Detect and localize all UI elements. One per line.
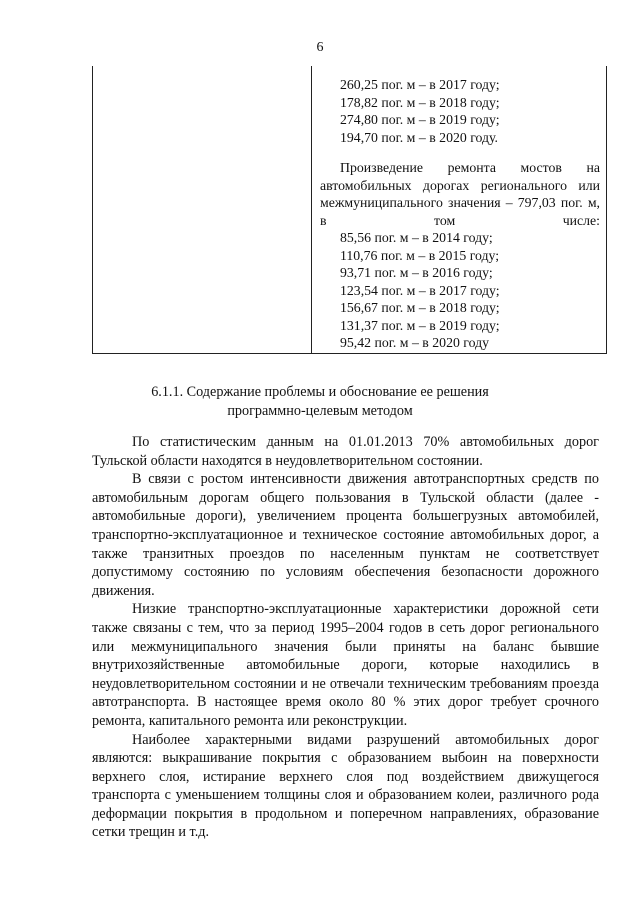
page-number: 6 [316, 40, 324, 55]
list-item: 85,56 пог. м – в 2014 году; [340, 230, 493, 245]
section-heading-line-1: 6.1.1. Содержание проблемы и обоснование ее решения [151, 384, 489, 400]
paragraph: По статистическим данным на 01.01.2013 70% автомобильных дорог Тульской области находятся в неудовлетворительном состоянии. [92, 434, 599, 469]
body-text [92, 433, 599, 842]
paragraph: В связи с ростом интенсивности движения автотранспортных средств по автомобильным дорогам общего пользования в Тульской области (далее - автомобильные дороги), увеличением процента большегрузных автомобилей, транспортно-эксплуатационное и техническое состояние автомобильных дорог, а также транзитных проездов по населенным пунктам не соответствует допустимому состоянию по условиям обеспечения безопасности дорожного движения. [92, 471, 599, 599]
list-item: 131,37 пог. м – в 2019 году; [340, 317, 500, 333]
list-item: 110,76 пог. м – в 2015 году; [340, 247, 500, 263]
data-table [92, 66, 607, 354]
table-cell-right [320, 76, 600, 352]
section-heading-line-2: программно-целевым методом [227, 402, 413, 419]
column-divider [311, 66, 312, 353]
section-heading [90, 383, 550, 420]
list-item: 260,25 пог. м – в 2017 году; [340, 77, 500, 92]
list-item: 274,80 пог. м – в 2019 году; [340, 112, 500, 127]
paragraph: Низкие транспортно-эксплуатационные характеристики дорожной сети также связаны с тем, что за период 1995–2004 годов в сеть дорог регионального или межмуниципального значения были приняты на баланс бывшие внутрихозяйственные автомобильные дороги, которые находились в неудовлетворительном состоянии и не отвечали техническим требованиям проезда автотранспорта. В настоящее время около 80 % этих дорог требует срочного ремонта, капитального ремонта или реконструкции. [92, 601, 599, 729]
list-item: 156,67 пог. м – в 2018 году; [340, 300, 500, 315]
bridges-intro: Произведение ремонта мостов на автомобильных дорогах регионального или межмуниципального значения – 797,03 пог. м, в том числе: [320, 160, 600, 228]
paragraph: Наиболее характерными видами разрушений автомобильных дорог являются: выкрашивание покрытия с образованием выбоин на поверхности верхнего слоя, истирание верхнего слоя под воздействием движущегося транспорта с уменьшением толщины слоя и образованием колеи, различного рода деформации покрытия в продольном и поперечном направлениях, образование сетки трещин и т.д. [92, 731, 599, 841]
list-item: 93,71 пог. м – в 2016 году; [340, 265, 493, 280]
list-item: 123,54 пог. м – в 2017 году; [340, 282, 500, 298]
list-item: 194,70 пог. м – в 2020 году. [340, 129, 499, 145]
list-item: 95,42 пог. м – в 2020 году [340, 335, 490, 350]
list-item: 178,82 пог. м – в 2018 году; [340, 94, 500, 110]
